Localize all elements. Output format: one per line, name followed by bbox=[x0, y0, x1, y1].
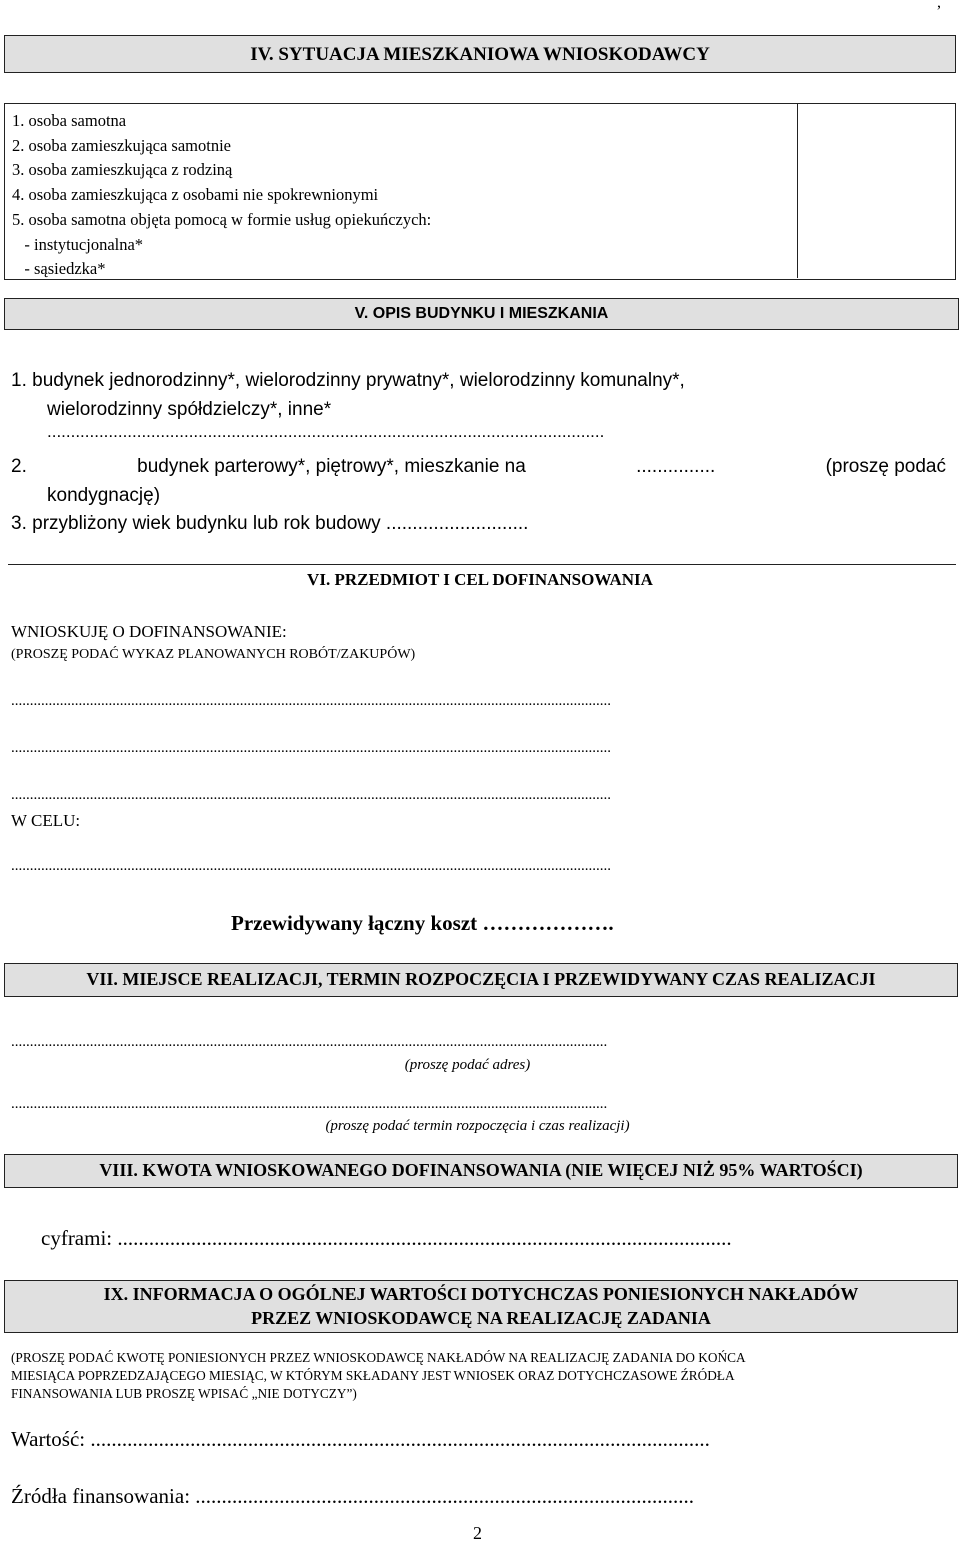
building-floors-number: 2. bbox=[11, 456, 27, 477]
section-v-title: V. OPIS BUDYNKU I MIESZKANIA bbox=[354, 305, 609, 322]
estimated-cost-label[interactable]: Przewidywany łączny koszt ………………. bbox=[231, 911, 614, 935]
housing-option[interactable]: 1. osoba samotna bbox=[12, 111, 127, 130]
section-ix-header bbox=[4, 1280, 958, 1333]
corner-mark: , bbox=[937, 0, 941, 11]
term-hint: (proszę podać termin rozpoczęcia i czas realizacji) bbox=[325, 1118, 630, 1134]
section-ix-hint-line2: MIESIĄCA POPRZEDZAJĄCEGO MIESIĄC, W KTÓRYM SKŁADANY JEST WNIOSEK ORAZ DOTYCHCZASOWE ŹRÓDŁA bbox=[11, 1368, 735, 1383]
building-floors-line bbox=[11, 456, 946, 478]
building-type-line2: wielorodzinny spółdzielczy*, inne* bbox=[47, 399, 332, 420]
building-age-line[interactable]: 3. przybliżony wiek budynku lub rok budowy ........................... bbox=[11, 513, 529, 534]
housing-option[interactable]: 2. osoba zamieszkująca samotnie bbox=[12, 135, 232, 155]
section-iv-options-box bbox=[4, 103, 956, 280]
request-dots-line[interactable]: ................................................................................................................................................................ bbox=[11, 693, 611, 709]
request-dots-line[interactable]: ................................................................................................................................................................ bbox=[11, 787, 611, 803]
building-floors-line2: kondygnację) bbox=[47, 485, 161, 506]
request-heading: WNIOSKUJĘ O DOFINANSOWANIE: bbox=[11, 622, 287, 641]
building-floors-text: budynek parterowy*, piętrowy*, mieszkanie na bbox=[137, 456, 526, 477]
section-vii-title: VII. MIEJSCE REALIZACJI, TERMIN ROZPOCZĘCIA I PRZEWIDYWANY CZAS REALIZACJI bbox=[86, 969, 876, 989]
address-hint: (proszę podać adres) bbox=[404, 1057, 531, 1073]
building-floors-hint: (proszę podać bbox=[825, 456, 946, 477]
section-vi-rule bbox=[8, 564, 956, 565]
housing-option[interactable]: 5. osoba samotna objęta pomocą w formie usług opiekuńczych: bbox=[12, 209, 432, 229]
goal-dots-line[interactable]: ................................................................................................................................................................ bbox=[11, 858, 611, 874]
housing-option[interactable]: 4. osoba zamieszkująca z osobami nie spokrewnionymi bbox=[12, 185, 379, 205]
housing-suboption[interactable]: - instytucjonalna* bbox=[12, 234, 144, 254]
section-vi-title: VI. PRZEDMIOT I CEL DOFINANSOWANIA bbox=[307, 570, 653, 589]
section-iv-header bbox=[4, 35, 956, 73]
section-ix-title-line1: IX. INFORMACJA O OGÓLNEJ WARTOŚCI DOTYCHCZAS PONIESIONYCH NAKŁADÓW bbox=[103, 1284, 859, 1304]
value-field[interactable]: Wartość: ...................................................................................................................... bbox=[11, 1427, 710, 1451]
section-vii-header bbox=[4, 963, 958, 997]
building-floors-dots[interactable]: ............... bbox=[636, 456, 716, 477]
term-dots-line[interactable]: ............................................................................................................................................................... bbox=[11, 1096, 608, 1112]
section-ix-title-line2: PRZEZ WNIOSKODAWCĘ NA REALIZACJĘ ZADANIA bbox=[251, 1308, 711, 1328]
housing-option[interactable]: 3. osoba zamieszkująca z rodziną bbox=[12, 160, 233, 180]
checkbox-column-divider bbox=[797, 104, 798, 278]
section-ix-hint-line1: (PROSZĘ PODAĆ KWOTĘ PONIESIONYCH PRZEZ WNIOSKODAWCĘ NAKŁADÓW NA REALIZACJĘ ZADANIA DO KOŃCA bbox=[11, 1350, 746, 1365]
goal-heading: W CELU: bbox=[11, 811, 81, 830]
building-type-dots[interactable]: ...................................................................................................................... bbox=[47, 422, 605, 441]
building-type-line1: 1. budynek jednorodzinny*, wielorodzinny prywatny*, wielorodzinny komunalny*, bbox=[11, 370, 685, 391]
housing-suboption[interactable]: - sąsiedzka* bbox=[12, 259, 106, 279]
section-iv-title: IV. SYTUACJA MIESZKANIOWA WNIOSKODAWCY bbox=[250, 44, 710, 65]
housing-option-list bbox=[12, 109, 431, 282]
section-viii-header bbox=[4, 1154, 958, 1188]
amount-digits-field[interactable]: cyframi: ..................................................................................................................... bbox=[41, 1226, 732, 1250]
section-viii-title: VIII. KWOTA WNIOSKOWANEGO DOFINANSOWANIA (NIE WIĘCEJ NIŻ 95% WARTOŚCI) bbox=[99, 1160, 863, 1180]
request-dots-line[interactable]: ................................................................................................................................................................ bbox=[11, 740, 611, 756]
section-ix-hint-line3: FINANSOWANIA LUB PROSZĘ WPISAĆ „NIE DOTYCZY”) bbox=[11, 1386, 357, 1401]
funding-sources-field[interactable]: Źródła finansowania: ............................................................................................... bbox=[11, 1484, 695, 1508]
page-number: 2 bbox=[473, 1523, 482, 1543]
section-v-header bbox=[4, 298, 959, 330]
request-hint: (PROSZĘ PODAĆ WYKAZ PLANOWANYCH ROBÓT/ZAKUPÓW) bbox=[11, 647, 416, 662]
address-dots-line[interactable]: ............................................................................................................................................................... bbox=[11, 1034, 608, 1050]
